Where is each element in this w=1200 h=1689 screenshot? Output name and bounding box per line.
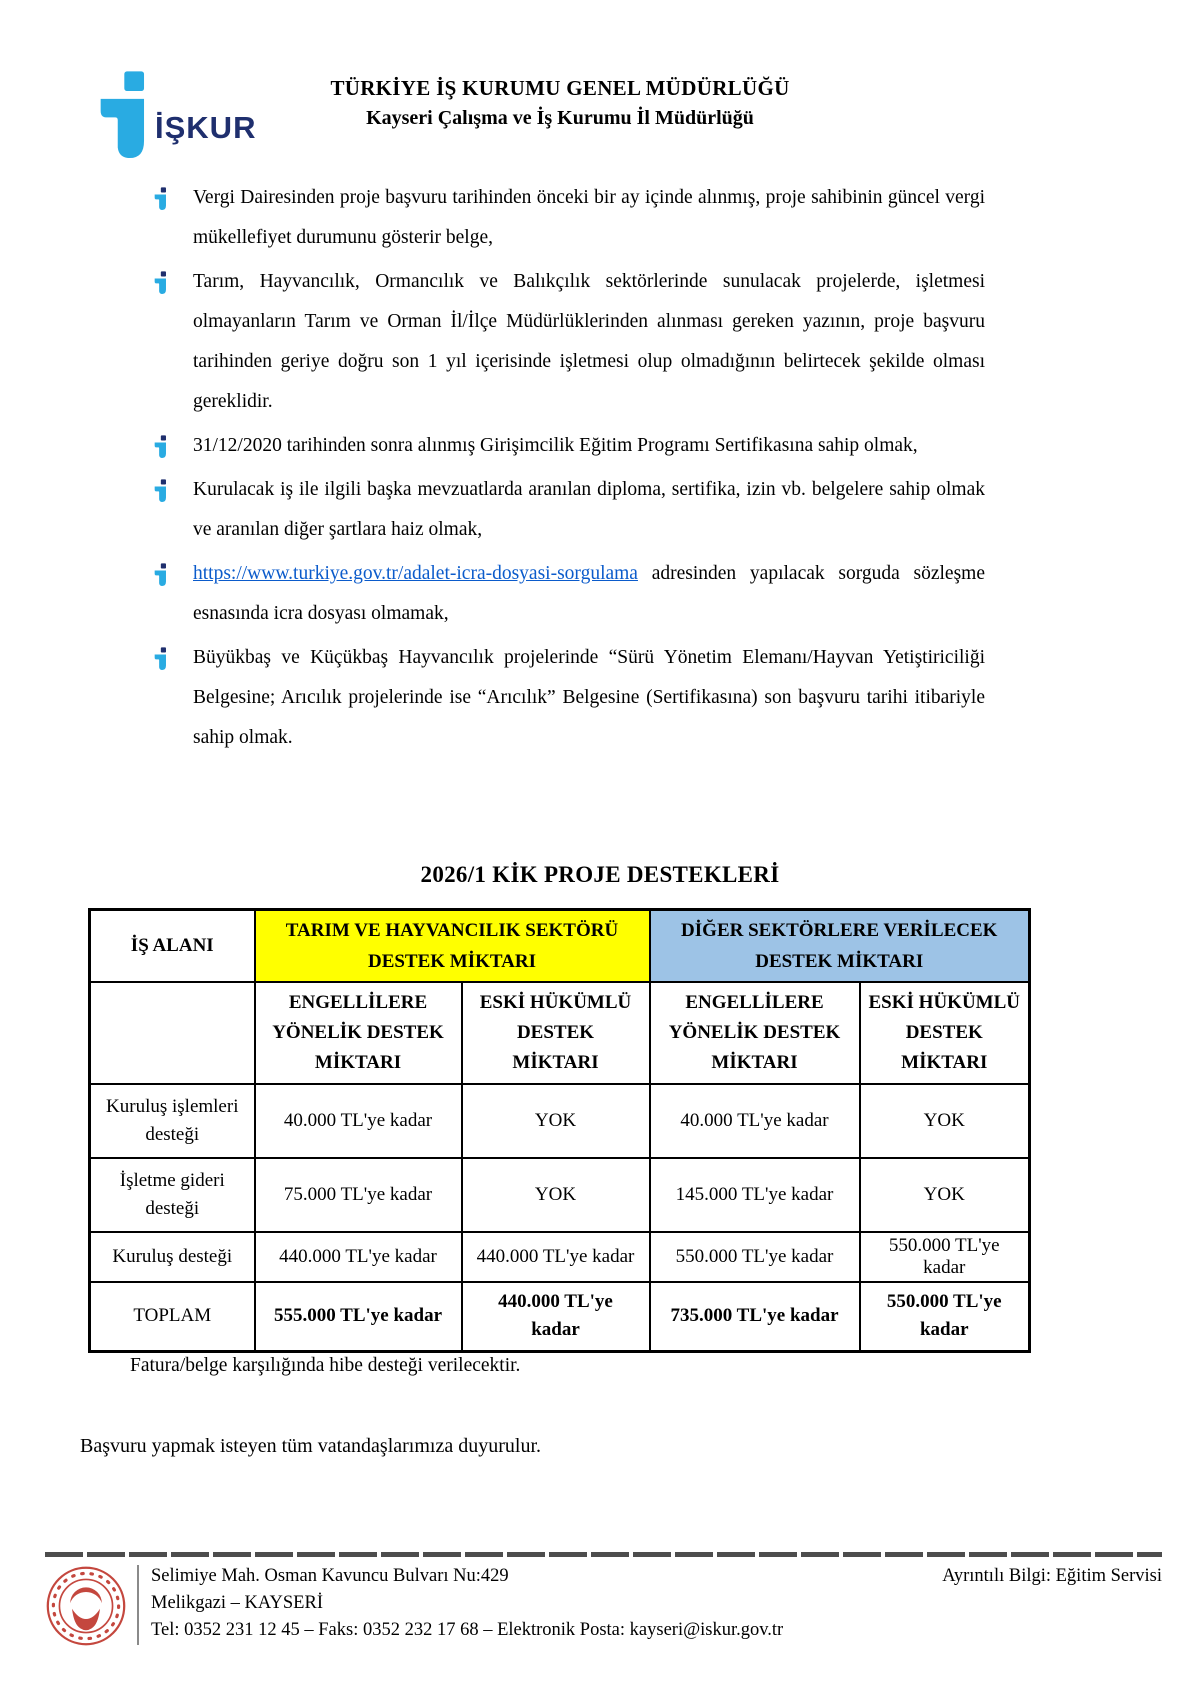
table-cell-total: 555.000 TL'ye kadar [255, 1282, 462, 1352]
sub-header-line: ESKİ HÜKÜMLÜ [868, 991, 1020, 1013]
row-label [90, 1158, 255, 1232]
group-header-line: DESTEK MİKTARI [755, 950, 924, 972]
table-cell: 550.000 TL'ye kadar [650, 1232, 860, 1282]
group-header-line: DİĞER SEKTÖRLERE VERİLECEK [681, 919, 998, 941]
iskur-logo-wordmark: İŞKUR [155, 110, 257, 145]
table-row-total [90, 1282, 1030, 1352]
table-row-establishment-support [90, 1232, 1030, 1282]
footer-separator [45, 1552, 1162, 1557]
cell-line: 550.000 TL'ye [886, 1291, 1002, 1313]
iskur-bullet-icon [153, 271, 168, 295]
table-cell-total [860, 1282, 1030, 1352]
sub-header-line: MİKTARI [901, 1051, 988, 1073]
cell-line: 440.000 TL'ye [498, 1291, 613, 1313]
iskur-bullet-icon [153, 187, 168, 211]
table-title: 2026/1 KİK PROJE DESTEKLERİ [420, 862, 780, 887]
document-header [0, 66, 1200, 176]
list-item [193, 262, 985, 422]
ministry-emblem-icon [45, 1565, 127, 1647]
sub-header-line: YÖNELİK DESTEK [668, 1021, 841, 1043]
list-item-text-after-link: adresinden yapılacak sorguda sözleşme esnasında icra dosyası olmamak, [193, 563, 985, 624]
iskur-logo-icon [95, 70, 151, 162]
sub-header-disabled-2 [650, 982, 860, 1084]
iskur-bullet-icon [153, 563, 168, 587]
table-cell-total [462, 1282, 650, 1352]
table-cell: 75.000 TL'ye kadar [255, 1158, 462, 1232]
sub-header-line: DESTEK [516, 1021, 595, 1043]
row-label-line: desteği [145, 1123, 200, 1145]
list-item [193, 178, 985, 258]
sub-header-exconvict-2 [860, 982, 1030, 1084]
announcement-text: Başvuru yapmak isteyen tüm vatandaşlarımıza duyurulur. [80, 1435, 541, 1457]
sub-header-line: MİKTARI [711, 1051, 798, 1073]
list-item-text: Vergi Dairesinden proje başvuru tarihinden önceki bir ay içinde alınmış, proje sahibinin güncel vergi mükellefiyet durumunu gösterir belge, [193, 187, 985, 248]
letterhead-titles [270, 76, 850, 130]
list-item [193, 554, 985, 634]
document-footer [45, 1552, 1162, 1647]
table-group-header-row [90, 910, 1030, 982]
footer-info-right: Ayrıntılı Bilgi: Eğitim Servisi [942, 1566, 1162, 1586]
table-cell: 145.000 TL'ye kadar [650, 1158, 860, 1232]
iskur-bullet-icon [153, 479, 168, 503]
sub-header-line: YÖNELİK DESTEK [272, 1021, 444, 1043]
table-sub-header-row [90, 982, 1030, 1084]
sub-header-line: ESKİ HÜKÜMLÜ [479, 991, 632, 1013]
table-cell: 40.000 TL'ye kadar [650, 1084, 860, 1158]
list-item-text: Büyükbaş ve Küçükbaş Hayvancılık projelerinde “Sürü Yönetim Elemanı/Hayvan Yetiştiriciliği Belgesine; Arıcılık projelerinde ise “Arıcılık” Belgesine (Sertifikasına) son başvuru tarihi itibariyle sahip olmak. [193, 647, 985, 748]
table-cell: 550.000 TL'ye kadar [860, 1232, 1030, 1282]
cell-line: kadar [531, 1319, 580, 1341]
cell-line: kadar [919, 1319, 969, 1341]
sub-header-disabled-1 [255, 982, 462, 1084]
footer-address-block [151, 1563, 783, 1644]
org-title-line2: Kayseri Çalışma ve İş Kurumu İl Müdürlüğü [366, 107, 754, 129]
list-item [193, 638, 985, 758]
table-cell: 40.000 TL'ye kadar [255, 1084, 462, 1158]
sub-header-line: MİKTARI [314, 1051, 402, 1073]
corner-header-cell: İŞ ALANI [90, 910, 255, 982]
iskur-bullet-icon [153, 647, 168, 671]
row-label-line: İşletme gideri [119, 1169, 225, 1191]
table-cell: 440.000 TL'ye kadar [462, 1232, 650, 1282]
sub-header-line: MİKTARI [512, 1051, 599, 1073]
table-note: Fatura/belge karşılığında hibe desteği verilecektir. [130, 1355, 521, 1376]
address-line2: Melikgazi – KAYSERİ [151, 1593, 323, 1613]
table-cell: 440.000 TL'ye kadar [255, 1232, 462, 1282]
row-label-line: Kuruluş işlemleri [106, 1095, 239, 1117]
group-header-other-sectors [650, 910, 1030, 982]
table-cell-total: 735.000 TL'ye kadar [650, 1282, 860, 1352]
table-cell: YOK [462, 1084, 650, 1158]
group-header-agriculture [255, 910, 650, 982]
table-cell: YOK [860, 1158, 1030, 1232]
row-label: TOPLAM [90, 1282, 255, 1352]
group-header-line: DESTEK MİKTARI [367, 950, 537, 972]
list-item-text: Tarım, Hayvancılık, Ormancılık ve Balıkçılık sektörlerinde sunulacak projelerde, işletmesi olmayanların Tarım ve Orman İl/İlçe Müdürlüklerinden alınması gereken yazının, proje başvuru tarihinden geriye doğru son 1 yıl içerisinde işletmesi olup olmadığının belirtecek şekilde olması gereklidir. [193, 271, 985, 412]
table-cell: YOK [462, 1158, 650, 1232]
row-label-line: desteği [145, 1197, 200, 1219]
address-line1: Selimiye Mah. Osman Kavuncu Bulvarı Nu:429 [151, 1566, 509, 1586]
group-header-line: TARIM VE HAYVANCILIK SEKTÖRÜ [285, 919, 619, 941]
requirements-list [193, 178, 985, 762]
row-label [90, 1084, 255, 1158]
ecourt-query-link[interactable]: https://www.turkiye.gov.tr/adalet-icra-dosyasi-sorgulama [193, 563, 638, 584]
list-item-text: 31/12/2020 tarihinden sonra alınmış Girişimcilik Eğitim Programı Sertifikasına sahip olmak, [193, 435, 918, 456]
contact-line: Tel: 0352 231 12 45 – Faks: 0352 232 17 68 – Elektronik Posta: kayseri@iskur.gov.tr [151, 1620, 784, 1640]
list-item-text [193, 563, 985, 624]
iskur-logo [95, 70, 256, 162]
sub-header-exconvict-1 [462, 982, 650, 1084]
table-row-establishment-procedures [90, 1084, 1030, 1158]
support-amounts-table [88, 908, 1031, 1353]
list-item [193, 470, 985, 550]
table-row-operating-cost [90, 1158, 1030, 1232]
row-label: Kuruluş desteği [90, 1232, 255, 1282]
sub-header-line: DESTEK [905, 1021, 983, 1043]
footer-divider [137, 1565, 139, 1645]
list-item-text: Kurulacak iş ile ilgili başka mevzuatlarda aranılan diploma, sertifika, izin vb. belgelere sahip olmak ve aranılan diğer şartlara haiz olmak, [193, 479, 985, 540]
sub-header-line: ENGELLİLERE [685, 991, 824, 1013]
iskur-bullet-icon [153, 435, 168, 459]
org-title-line1: TÜRKİYE İŞ KURUMU GENEL MÜDÜRLÜĞÜ [330, 76, 790, 100]
list-item [193, 426, 985, 466]
sub-header-line: ENGELLİLERE [288, 991, 428, 1013]
table-cell: YOK [860, 1084, 1030, 1158]
empty-header-cell [90, 982, 255, 1084]
